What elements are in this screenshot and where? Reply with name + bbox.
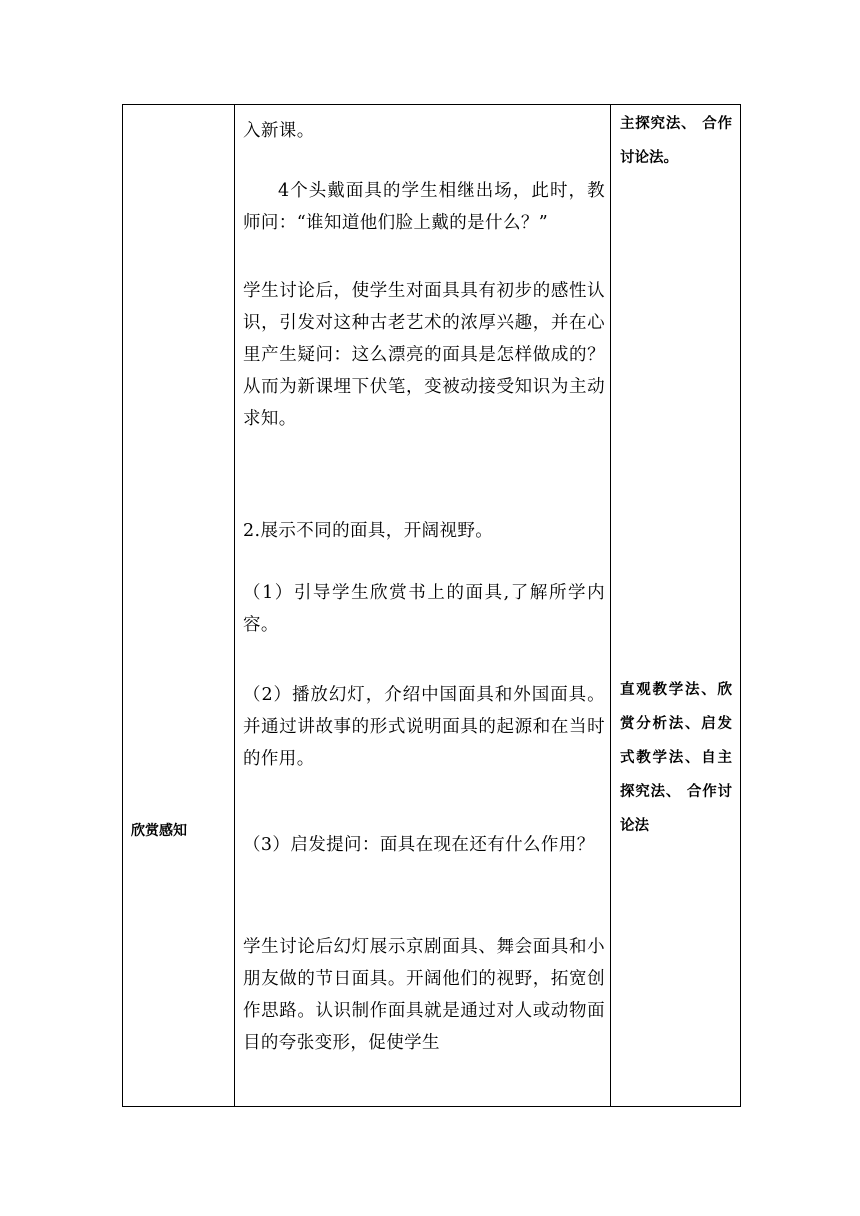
content-paragraph: 4个头戴面具的学生相继出场，此时，教师问：“谁知道他们脸上戴的是什么？”: [243, 181, 605, 233]
stage-column: [123, 105, 235, 1106]
content-column: [235, 105, 611, 1106]
lesson-plan-table: [122, 104, 741, 1107]
content-paragraph: 学生讨论后幻灯展示京剧面具、舞会面具和小朋友做的节日面具。开阔他们的视野，拓宽创作思路。认识制作面具就是通过对人或动物面目的夸张变形，促使学生: [243, 937, 605, 1053]
content-paragraph: （1）引导学生欣赏书上的面具,了解所学内容。: [243, 583, 605, 635]
content-paragraph: 2.展示不同的面具，开阔视野。: [243, 521, 494, 541]
stage-label: 欣赏感知: [131, 823, 187, 839]
content-paragraph: （3）启发提问：面具在现在还有什么作用？: [243, 835, 595, 855]
method-text-top: 主探究法、 合作讨论法。: [620, 116, 732, 166]
method-text-middle: 直观教学法、欣赏分析法、启发式教学法、自主探究法、 合作讨论法: [620, 682, 732, 834]
content-paragraph: 入新课。: [243, 121, 315, 141]
content-paragraph: （2）播放幻灯，介绍中国面具和外国面具。并通过讲故事的形式说明面具的起源和在当时的作用。: [243, 685, 605, 769]
method-column: [611, 105, 741, 1106]
content-paragraph: 学生讨论后，使学生对面具具有初步的感性认识，引发对这种古老艺术的浓厚兴趣，并在心里产生疑问：这么漂亮的面具是怎样做成的？从而为新课埋下伏笔，变被动接受知识为主动求知。: [243, 281, 605, 429]
